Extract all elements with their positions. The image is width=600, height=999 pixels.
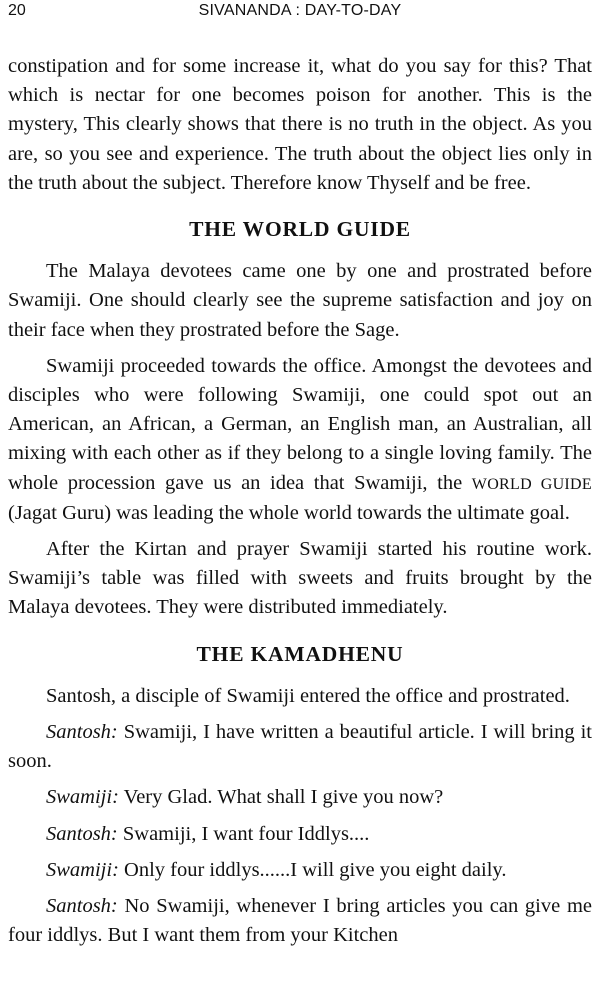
paragraph-text: Swamiji proceeded towards the office. Amongst the devotees and disciples who were following Swamiji, one could spot out an American, an African, a German, an English man, an Australian, all mixing with each other as if they belong to a single loving family. The whole procession gave us an idea that Swamiji, the [8,354,592,494]
dialogue-line [8,783,592,812]
speaker-name: Santosh: [46,721,118,744]
dialogue-text: No Swamiji, whenever I bring articles you can give me four iddlys. But I want them from your Kitchen [8,895,592,947]
body-text [8,52,592,957]
heading-world-guide: THE WORLD GUIDE [189,217,411,242]
speaker-name: Swamiji: [46,786,119,809]
dialogue-line [8,856,592,885]
intro-paragraph: constipation and for some increase it, what do you say for this? That which is nectar for one becomes poison for another. This is the mystery, This clearly shows that there is no truth in the object. As you are, so you see and experience. The truth about the object lies only in the truth about the subject. Therefore know Thyself and be free. [8,55,592,194]
speaker-name: Santosh: [46,822,118,845]
world-guide-paragraph-3: After the Kirtan and prayer Swamiji started his routine work. Swamiji’s table was filled with sweets and fruits brought by the Malaya devotees. They were distributed immediately. [8,538,592,619]
dialogue-text: Swamiji, I have written a beautiful article. I will bring it soon. [8,721,592,773]
page-number: 20 [8,2,26,19]
dialogue-line [8,718,592,776]
speaker-name: Swamiji: [46,858,119,881]
world-guide-paragraph-1: The Malaya devotees came one by one and prostrated before Swamiji. One should clearly see the supreme satisfaction and joy on their face when they prostrated before the Sage. [8,260,592,341]
speaker-name: Santosh: [46,895,118,918]
dialogue-line [8,892,592,950]
running-head [0,2,600,28]
world-guide-paragraph-2 [8,352,592,528]
dialogue-text: Only four iddlys......I will give you eight daily. [118,858,507,881]
dialogue-line [8,820,592,849]
paragraph-text: (Jagat Guru) was leading the whole world towards the ultimate goal. [8,501,570,524]
kamadhenu-intro: Santosh, a disciple of Swamiji entered the office and prostrated. [46,684,570,707]
dialogue-text: Very Glad. What shall I give you now? [118,786,444,809]
small-caps-term: WORLD GUIDE [471,475,592,493]
heading-kamadhenu: THE KAMADHENU [196,641,404,666]
dialogue-text: Swamiji, I want four Iddlys.... [117,822,370,845]
running-title: SIVANANDA : DAY-TO-DAY [198,2,402,19]
